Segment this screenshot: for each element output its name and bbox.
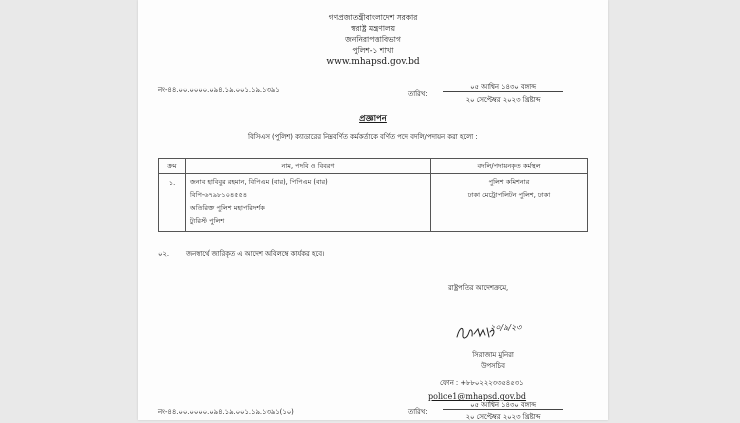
signatory-name: সিরাজাম মুনিরা [472, 351, 514, 359]
col-header-name: নাম, পদবি ও বিবরণ [186, 159, 431, 174]
posting-designation: পুলিশ কমিশনার [488, 178, 530, 186]
date-divider [443, 91, 563, 92]
memo2-date-gregorian: ২০ সেপ্টেম্বর ২০২৩ খ্রিষ্টাব্দ [465, 413, 541, 421]
notice-title: প্রজ্ঞাপন [359, 114, 387, 124]
signatory-phone: ফোন : +৮৮০২২২৩৩৫৪৫৩১ [440, 379, 524, 387]
table-row [159, 174, 588, 232]
row-serial: ১. [159, 174, 186, 232]
officer-bp-number: বিপি-৬৭৯৮১০৪৫৫৪ [190, 191, 248, 199]
notice-intro: বিসিএস (পুলিশ) ক্যাডারের নিম্নবর্ণিত কর্মকর্তাকে বর্ণিত পদে বদলি/পদায়ন করা হলো : [248, 133, 478, 141]
signatory-designation: উপসচিব [481, 362, 505, 370]
date-label: তারিখ: [408, 90, 428, 98]
government-name: গণপ্রজাতন্ত্রীবাংলাদেশ সরকার [328, 13, 418, 22]
memo2-number: নং-৪৪.০০.০০০০.০৯৪.১৯.০০১.১৯.১৩৯১(১০) [158, 408, 294, 416]
row-posting [431, 174, 588, 232]
date-gregorian: ২০ সেপ্টেম্বর ২০২৩ খ্রিষ্টাব্দ [465, 96, 541, 104]
memo-number: নং-৪৪.০০.০০০০.০৯৪.১৯.০০১.১৯.১৩৯১ [158, 86, 280, 94]
ministry-name: স্বরাষ্ট্র মন্ত্রণালয় [350, 24, 396, 33]
date-bangla: ০৫ আশ্বিন ১৪৩০ বঙ্গাব্দ [470, 83, 536, 91]
officer-designation: অতিরিক্ত পুলিশ মহাপরিদর্শক [190, 204, 265, 212]
col-header-posting: বদলি/পদায়নকৃত কর্মস্থল [431, 159, 588, 174]
signature-date: ২০/৯/২৩ [490, 323, 522, 332]
col-header-serial: ক্রম [159, 159, 186, 174]
memo2-date-label: তারিখ: [408, 408, 428, 416]
officer-name: জনাব হাবিবুর রহমান, বিপিএম (বার), পিপিএম (বার) [190, 178, 328, 186]
officer-unit: ট্যুরিস্ট পুলিশ [190, 217, 225, 225]
point-number: ০২. [158, 250, 169, 258]
posting-location: ঢাকা মেট্রোপলিটন পুলিশ, ঢাকা [467, 191, 551, 199]
table-header-row [159, 159, 588, 174]
memo2-date-bangla: ০৫ আশ্বিন ১৪৩০ বঙ্গাব্দ [470, 401, 536, 409]
order-line: রাষ্ট্রপতির আদেশক্রমে, [448, 284, 509, 292]
memo2-date-divider [443, 409, 563, 410]
row-name-details [186, 174, 431, 232]
website-link[interactable]: www.mhapsd.gov.bd [326, 57, 420, 67]
transfer-table [158, 158, 588, 232]
document-page [138, 0, 608, 420]
point-text: জনস্বার্থে জারিকৃত এ আদেশ অবিলম্বে কার্যকর হবে। [186, 250, 325, 258]
division-name: জননিরাপত্তাবিভাগ [345, 35, 401, 44]
signatory-email-link[interactable]: police1@mhapsd.gov.bd [428, 392, 527, 401]
branch-name: পুলিশ-১ শাখা [352, 46, 394, 55]
